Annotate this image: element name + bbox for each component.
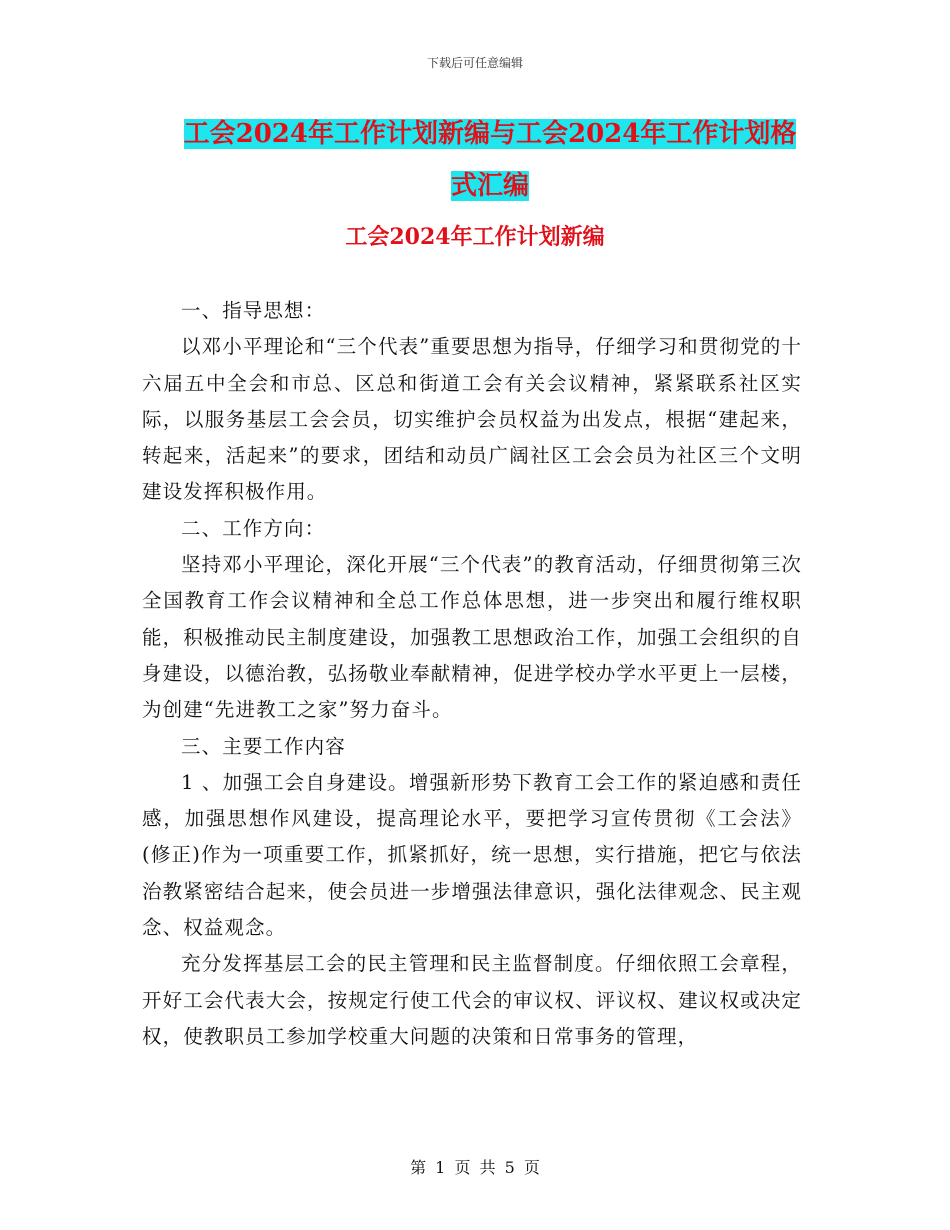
heading-work-direction: 二、工作方向： [181,516,326,540]
paragraph-work-direction: 坚持邓小平理论，深化开展“三个代表”的教育活动，仔细贯彻第三次全国教育工作会议精神和全总工作总体思想，进一步突出和履行维权职能，积极推动民主制度建设，加强教工思想政治工作，加强工会组织的自身建设，以德治教，弘扬敬业奉献精神，促进学校办学水平更上一层楼，为创建“先进教工之家”努力奋斗。 [142,553,802,722]
page-header-note: 下载后可任意编辑 [426,56,523,70]
paragraph-self-construction: 1 、加强工会自身建设。增强新形势下教育工会工作的紧迫感和责任感，加强思想作风建设，提高理论水平，要把学习宣传贯彻《工会法》(修正)作为一项重要工作，抓紧抓好，统一思想，实行措施，把它与依法治教紧密结合起来，使会员进一步增强法律意识，强化法律观念、民主观念、权益观念。 [142,770,802,940]
page-number: 第 1 页 共 5 页 [410,1158,540,1177]
document-title [140,108,840,212]
document-title-line-2: 式汇编 [450,171,529,201]
paragraph-guiding-ideology: 以邓小平理论和“三个代表”重要思想为指导，仔细学习和贯彻党的十六届五中全会和市总、区总和街道工会有关会议精神，紧紧联系社区实际，以服务基层工会会员，切实维护会员权益为出发点，根据“建起来，转起来，活起来”的要求，团结和动员广阔社区工会会员为社区三个文明建设发挥积极作用。 [142,335,802,504]
heading-guiding-ideology: 一、指导思想： [181,299,326,322]
document-body [142,293,802,1055]
paragraph-democratic-management: 充分发挥基层工会的民主管理和民主监督制度。仔细依照工会章程，开好工会代表大会，按规定行使工代会的审议权、评议权、建议权或决定权，使教职员工参加学校重大问题的决策和日常事务的管理， [142,952,802,1048]
document-title-line-1: 工会2024年工作计划新编与工会2024年工作计划格 [183,119,797,149]
heading-main-content: 三、主要工作内容 [181,734,346,758]
section-title: 工会2024年工作计划新编 [345,224,605,250]
